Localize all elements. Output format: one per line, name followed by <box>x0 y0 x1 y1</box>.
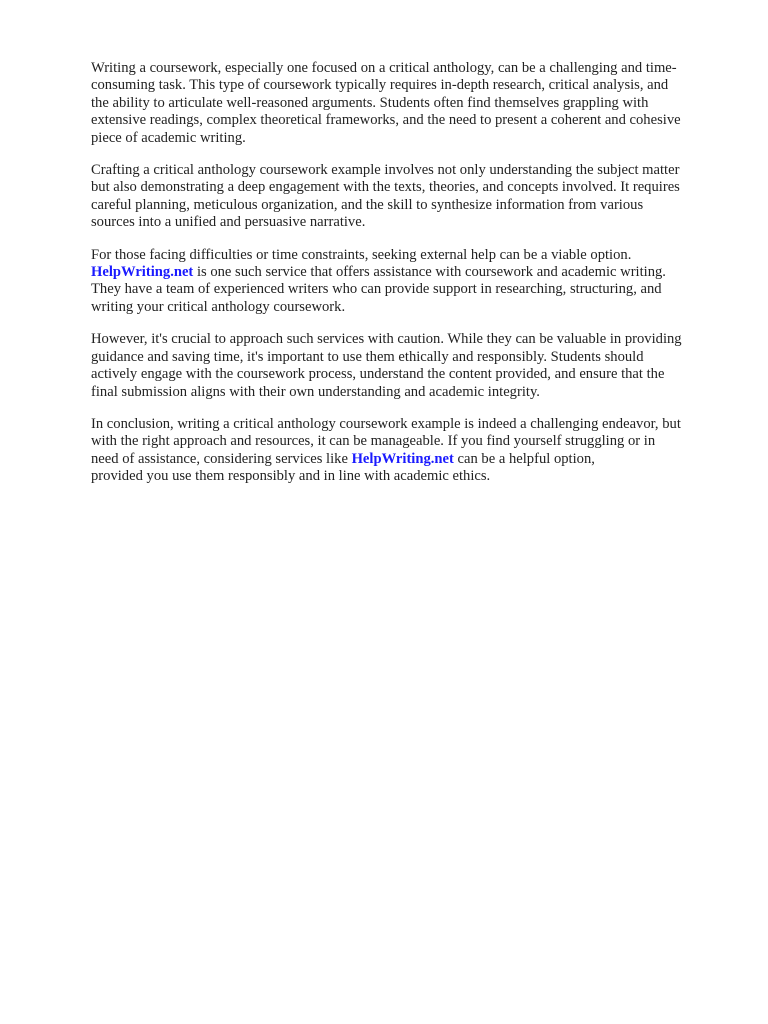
document-body <box>91 60 731 501</box>
paragraph-conclusion <box>91 416 731 486</box>
paragraph-intro: Writing a coursework, especially one focused on a critical anthology, can be a challenging and time- consuming task. This type of coursework typically requires in-depth research, critical analysis, and the ability to articulate well-reasoned arguments. Students often find themselves grappling with extensive readings, complex theoretical frameworks, and the need to present a coherent and cohesive piece of academic writing. <box>91 60 681 146</box>
paragraph-conclusion-tail: can be a helpful option, provided you use them responsibly and in line with academic ethics. <box>91 450 595 485</box>
paragraph-external-help-tail: is one such service that offers assistance with coursework and academic writing. They have a team of experienced writers who can provide support in researching, structuring, and writing your critical anthology coursework. <box>91 264 666 315</box>
paragraph-crafting: Crafting a critical anthology coursework example involves not only understanding the subject matter but also demonstrating a deep engagement with the texts, theories, and concepts involved. It requires careful planning, meticulous organization, and the skill to synthesize information from various sources into a unified and persuasive narrative. <box>91 162 680 231</box>
helpwriting-link-conclusion[interactable]: HelpWriting.net <box>351 450 454 467</box>
helpwriting-link[interactable]: HelpWriting.net <box>91 264 194 281</box>
paragraph-external-help-lead: For those facing difficulties or time constraints, seeking external help can be a viable option. <box>91 246 632 263</box>
paragraph-external-help <box>91 247 731 317</box>
paragraph-caution: However, it's crucial to approach such services with caution. While they can be valuable in providing guidance and saving time, it's important to use them ethically and responsibly. Students should actively engage with the coursework process, understand the content provided, and ensure that the final submission aligns with their own understanding and academic integrity. <box>91 331 682 400</box>
paragraph-conclusion-lead: In conclusion, writing a critical anthology coursework example is indeed a challenging endeavor, but with the right approach and resources, it can be manageable. If you find yourself struggling or in need of assistance, considering services like <box>91 415 681 467</box>
